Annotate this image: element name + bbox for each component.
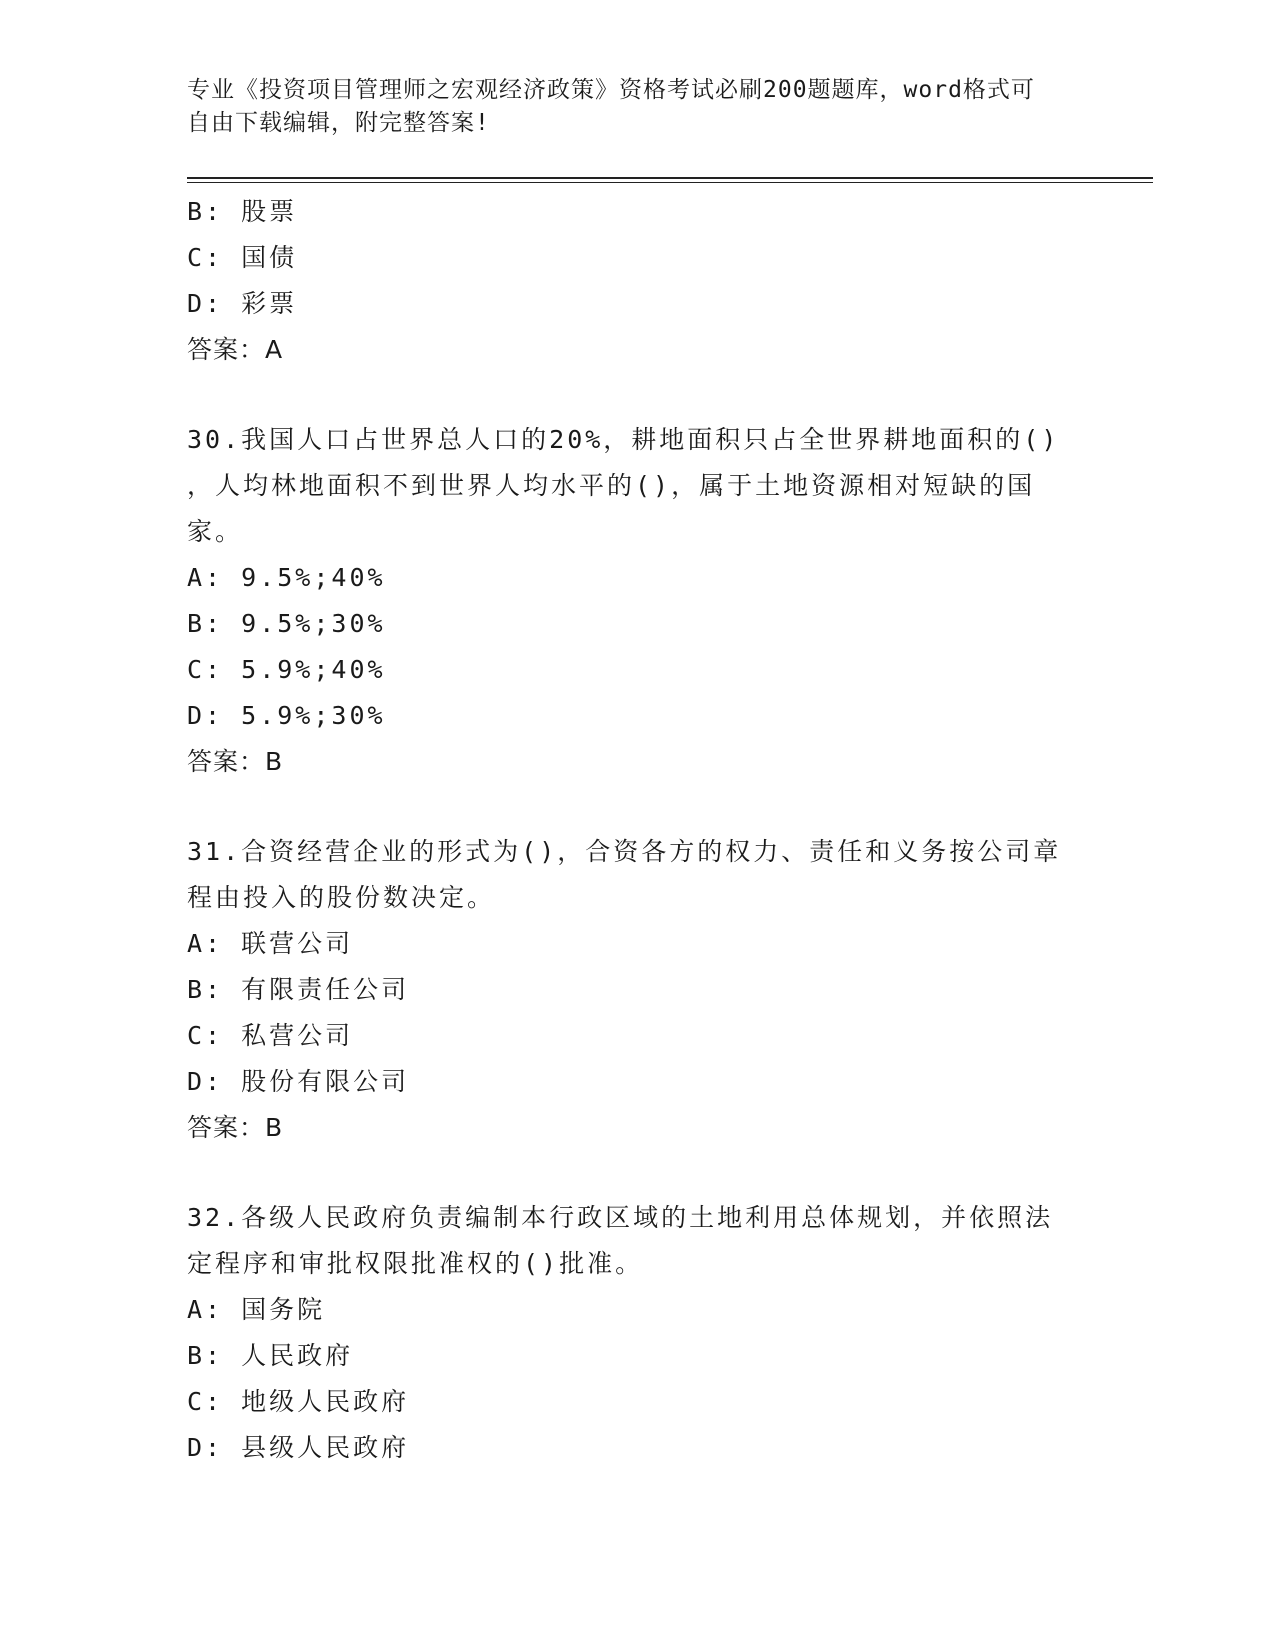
header-divider [187,177,1153,179]
option-a: A: 联营公司 [187,929,354,958]
prev-question [187,189,1087,373]
question-text-line: 31.合资经营企业的形式为()，合资各方的权力、责任和义务按公司章 [187,837,1062,866]
header-line-1: 专业《投资项目管理师之宏观经济政策》资格考试必刷200题题库，word格式可 [187,77,1035,103]
answer-line: 答案：A [187,335,284,364]
option-c: C: 国债 [187,243,298,272]
question-text-line: 家。 [187,517,244,546]
option-d: D: 5.9%;30% [187,701,386,730]
question-text-line: 32.各级人民政府负责编制本行政区域的土地利用总体规划，并依照法 [187,1203,1054,1232]
option-d: D: 彩票 [187,289,298,318]
option-b: B: 9.5%;30% [187,609,386,638]
question-32 [187,1195,1087,1471]
question-list [187,189,1087,1471]
option-c: C: 私营公司 [187,1021,354,1050]
question-text-line: 程由投入的股份数决定。 [187,883,496,912]
document-header [187,74,1067,140]
question-30 [187,417,1087,785]
option-c: C: 5.9%;40% [187,655,386,684]
header-line-2: 自由下载编辑，附完整答案! [187,110,490,136]
header-divider-thin [187,182,1153,183]
answer-line: 答案：B [187,747,284,776]
option-b: B: 股票 [187,197,298,226]
option-a: A: 国务院 [187,1295,326,1324]
option-b: B: 有限责任公司 [187,975,410,1004]
question-text-line: 定程序和审批权限批准权的()批准。 [187,1249,644,1278]
question-text-line: ，人均林地面积不到世界人均水平的()，属于土地资源相对短缺的国 [187,471,1036,500]
option-a: A: 9.5%;40% [187,563,386,592]
option-c: C: 地级人民政府 [187,1387,410,1416]
option-d: D: 县级人民政府 [187,1433,410,1462]
option-d: D: 股份有限公司 [187,1067,410,1096]
question-31 [187,829,1087,1151]
option-b: B: 人民政府 [187,1341,354,1370]
answer-line: 答案：B [187,1113,284,1142]
question-text-line: 30.我国人口占世界总人口的20%，耕地面积只占全世界耕地面积的() [187,425,1060,454]
